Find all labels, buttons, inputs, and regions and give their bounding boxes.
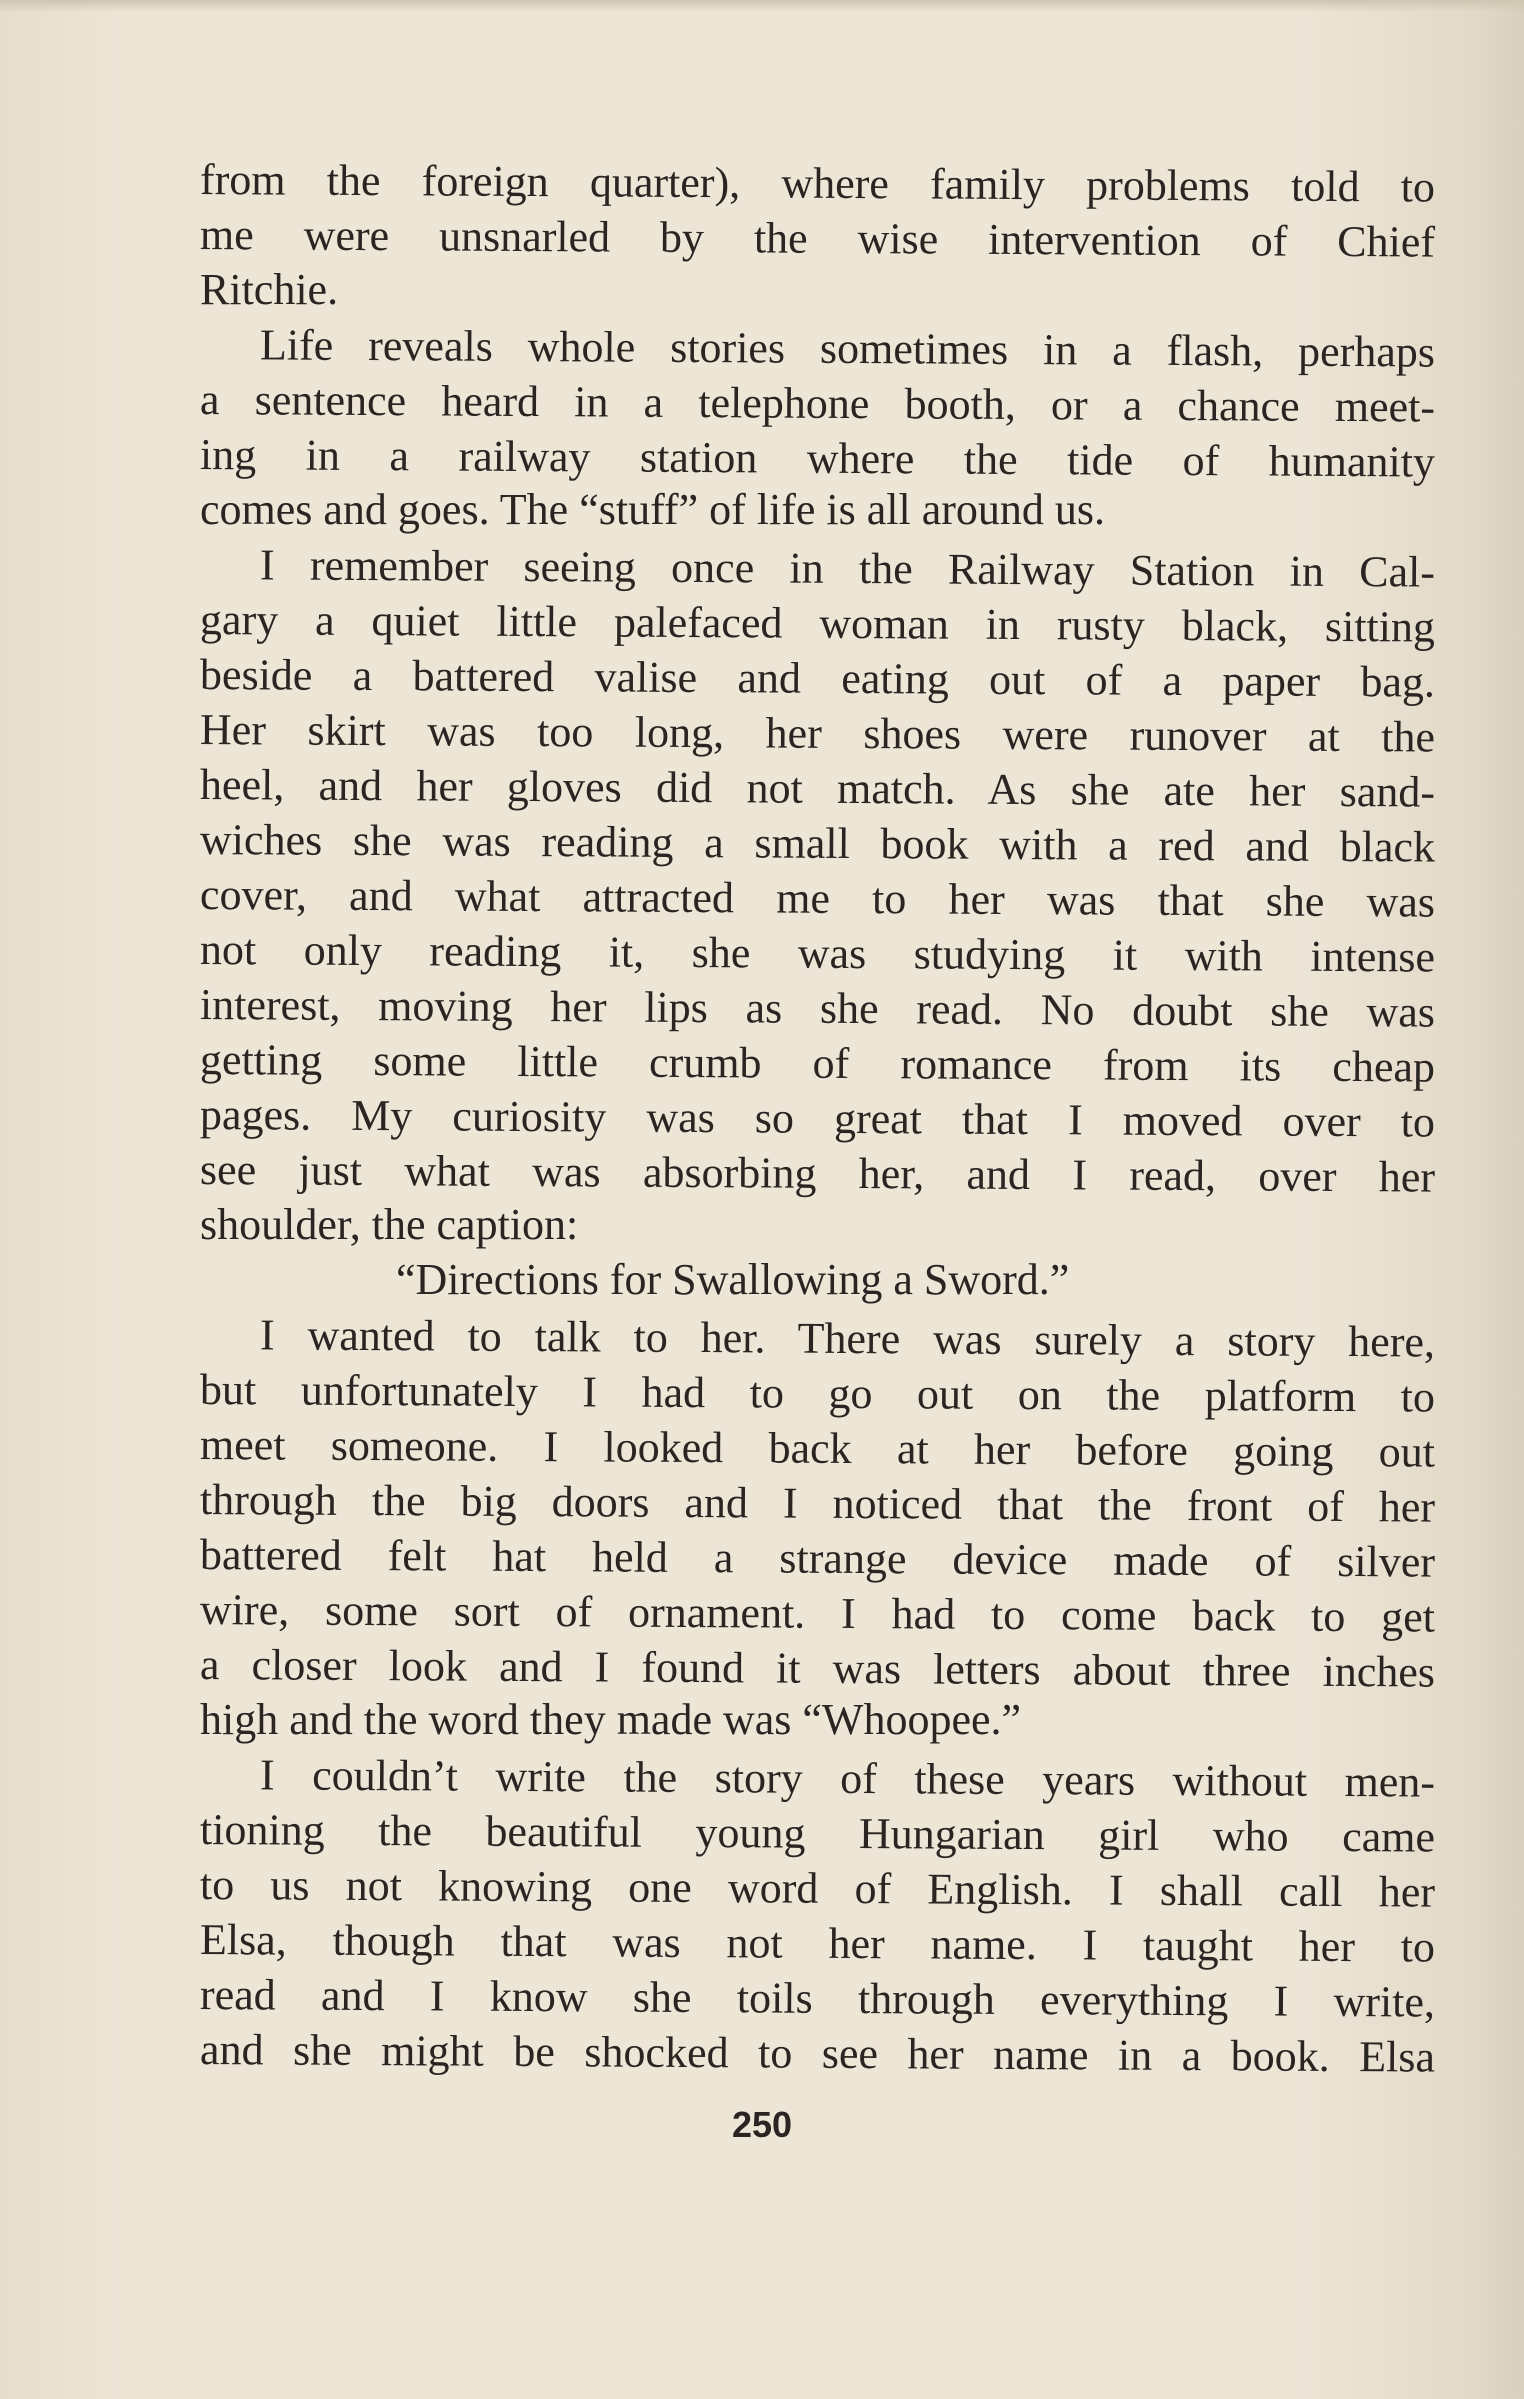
text-line: wire, some sort of ornament. I had to come back to get — [199, 1585, 1436, 1642]
text-line: through the big doors and I noticed that the front of her — [199, 1475, 1436, 1532]
paragraph-first-line: Life reveals whole stories sometimes in a flash, perhaps — [259, 320, 1436, 377]
text-line: a closer look and I found it was letters about three inches — [199, 1640, 1436, 1697]
text-line: Ritchie. — [200, 265, 339, 314]
body-text — [199, 152, 1436, 2082]
text-line: pages. My curiosity was so great that I moved over to — [199, 1090, 1436, 1147]
text-line: wiches she was reading a small book with a red and black — [199, 815, 1436, 872]
text-line: me were unsnarled by the wise intervention of Chief — [199, 210, 1436, 267]
text-line: gary a quiet little palefaced woman in rusty black, sitting — [199, 595, 1436, 652]
text-line: but unfortunately I had to go out on the platform to — [199, 1365, 1436, 1422]
text-line: and she might be shocked to see her name in a book. Elsa — [199, 2025, 1436, 2082]
text-line: high and the word they made was “Whoopee.” — [200, 1695, 1022, 1744]
text-line: Her skirt was too long, her shoes were runover at the — [199, 705, 1436, 762]
quoted-caption: “Directions for Swallowing a Sword.” — [396, 1255, 1070, 1304]
page-number: 250 — [731, 2104, 793, 2145]
paragraph-first-line: I couldn’t write the story of these years without men- — [259, 1750, 1436, 1807]
text-line: read and I know she toils through everything I write, — [199, 1970, 1436, 2027]
paragraph-first-line: I remember seeing once in the Railway Station in Cal- — [259, 540, 1436, 597]
text-line: a sentence heard in a telephone booth, or a chance meet- — [199, 375, 1436, 432]
text-line: from the foreign quarter), where family problems told to — [199, 155, 1436, 212]
text-line: comes and goes. The “stuff” of life is all around us. — [200, 485, 1106, 534]
text-line: getting some little crumb of romance from its cheap — [199, 1035, 1436, 1092]
page-top-edge — [0, 0, 1524, 12]
text-line: cover, and what attracted me to her was that she was — [199, 870, 1436, 927]
paragraph-first-line: I wanted to talk to her. There was surely a story here, — [259, 1310, 1436, 1367]
text-line: ing in a railway station where the tide of humanity — [199, 430, 1436, 487]
text-line: not only reading it, she was studying it with intense — [199, 925, 1436, 982]
text-line: tioning the beautiful young Hungarian girl who came — [199, 1805, 1436, 1862]
text-line: see just what was absorbing her, and I read, over her — [199, 1145, 1436, 1202]
text-line: heel, and her gloves did not match. As she ate her sand- — [199, 760, 1436, 817]
text-line: meet someone. I looked back at her before going out — [199, 1420, 1436, 1477]
text-line: shoulder, the caption: — [200, 1200, 579, 1249]
text-line: battered felt hat held a strange device made of silver — [199, 1530, 1436, 1587]
text-line: to us not knowing one word of English. I shall call her — [199, 1860, 1436, 1917]
text-line: interest, moving her lips as she read. No doubt she was — [199, 980, 1436, 1037]
text-line: Elsa, though that was not her name. I taught her to — [199, 1915, 1436, 1972]
text-line: beside a battered valise and eating out of a paper bag. — [199, 650, 1436, 707]
